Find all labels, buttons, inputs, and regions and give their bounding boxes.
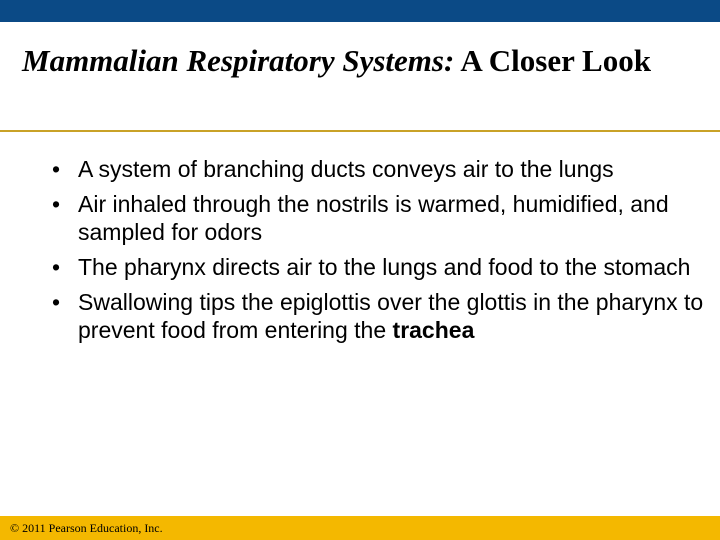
copyright-text: © 2011 Pearson Education, Inc.: [10, 521, 163, 535]
slide-title-rest: A Closer Look: [454, 43, 651, 78]
bullet-item: [52, 155, 712, 183]
bullet-text: A system of branching ducts conveys air to the lungs: [78, 156, 614, 182]
title-divider: [0, 130, 720, 132]
slide-title: [22, 40, 702, 82]
bullet-text: Swallowing tips the epiglottis over the glottis in the pharynx to prevent food from entering the: [78, 289, 704, 343]
bullet-item: [52, 288, 712, 344]
bullet-item: [52, 190, 712, 246]
header-bar: [0, 0, 720, 22]
bullet-text: Air inhaled through the nostrils is warmed, humidified, and sampled for odors: [78, 191, 669, 245]
bullet-text: The pharynx directs air to the lungs and food to the stomach: [78, 254, 691, 280]
bullet-icon: •: [52, 254, 61, 280]
bullet-bold-term: trachea: [392, 317, 475, 343]
bullet-icon: •: [52, 191, 61, 217]
bullet-list: [52, 155, 712, 351]
slide-title-italic: Mammalian Respiratory Systems:: [22, 43, 455, 78]
bullet-icon: •: [52, 156, 61, 182]
bullet-icon: •: [52, 289, 61, 315]
bullet-item: [52, 253, 712, 281]
